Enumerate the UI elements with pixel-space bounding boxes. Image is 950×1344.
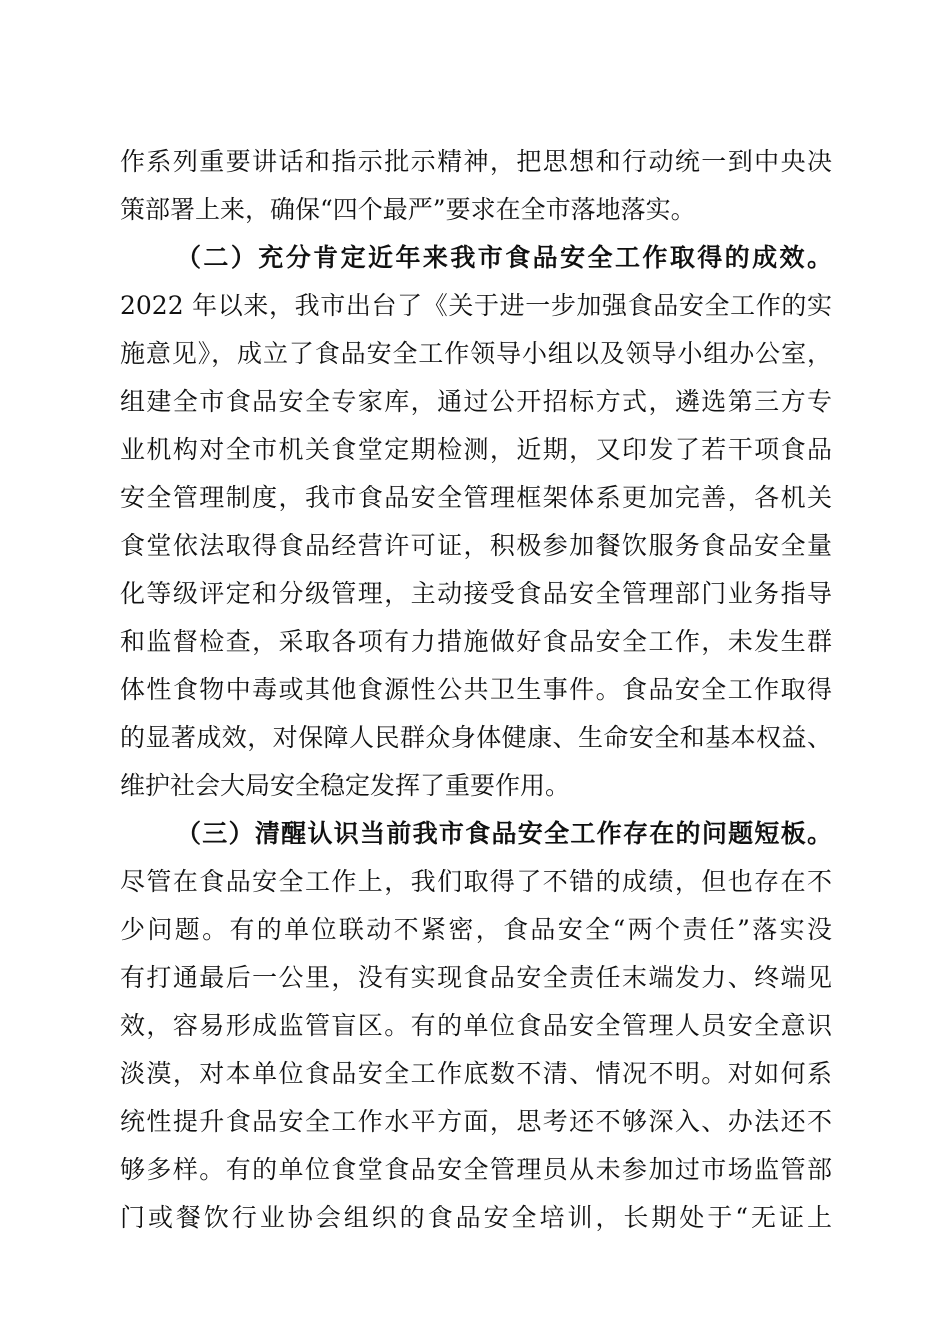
- text-line: 少问题。有的单位联动不紧密，食品安全“两个责任”落实没: [120, 915, 832, 944]
- text-line: 施意见》，成立了食品安全工作领导小组以及领导小组办公室，: [120, 339, 832, 368]
- text-line: 化等级评定和分级管理，主动接受食品安全管理部门业务指导: [120, 579, 832, 608]
- text-line: 门或餐饮行业协会组织的食品安全培训，长期处于“无证上: [120, 1203, 832, 1232]
- text-line: 效，容易形成监管盲区。有的单位食品安全管理人员安全意识: [120, 1011, 832, 1040]
- text-line: 够多样。有的单位食堂食品安全管理员从未参加过市场监管部: [120, 1155, 832, 1184]
- text-line: 统性提升食品安全工作水平方面，思考还不够深入、办法还不: [120, 1107, 832, 1136]
- section-heading: （三）清醒认识当前我市食品安全工作存在的问题短板。: [176, 819, 832, 848]
- text-line: 有打通最后一公里，没有实现食品安全责任末端发力、终端见: [120, 963, 832, 992]
- text-line: 组建全市食品安全专家库，通过公开招标方式，遴选第三方专: [120, 387, 832, 416]
- text-line: 和监督检查，采取各项有力措施做好食品安全工作，未发生群: [120, 627, 832, 656]
- text-line: 的显著成效，对保障人民群众身体健康、生命安全和基本权益、: [120, 723, 832, 752]
- text-line: 业机构对全市机关食堂定期检测，近期，又印发了若干项食品: [120, 435, 832, 464]
- text-line: 体性食物中毒或其他食源性公共卫生事件。食品安全工作取得: [120, 675, 832, 704]
- text-line: 淡漠，对本单位食品安全工作底数不清、情况不明。对如何系: [120, 1059, 832, 1088]
- text-line: 尽管在食品安全工作上，我们取得了不错的成绩，但也存在不: [120, 867, 832, 896]
- text-line: 策部署上来，确保“四个最严”要求在全市落地落实。: [120, 195, 696, 224]
- text-line: 食堂依法取得食品经营许可证，积极参加餐饮服务食品安全量: [120, 531, 832, 560]
- text-line: 安全管理制度，我市食品安全管理框架体系更加完善，各机关: [120, 483, 832, 512]
- section-heading: （二）充分肯定近年来我市食品安全工作取得的成效。: [176, 243, 832, 272]
- text-line: 2022 年以来，我市出台了《关于进一步加强食品安全工作的实: [120, 291, 832, 320]
- text-line: 作系列重要讲话和指示批示精神，把思想和行动统一到中央决: [120, 147, 832, 176]
- text-line: 维护社会大局安全稳定发挥了重要作用。: [120, 771, 571, 800]
